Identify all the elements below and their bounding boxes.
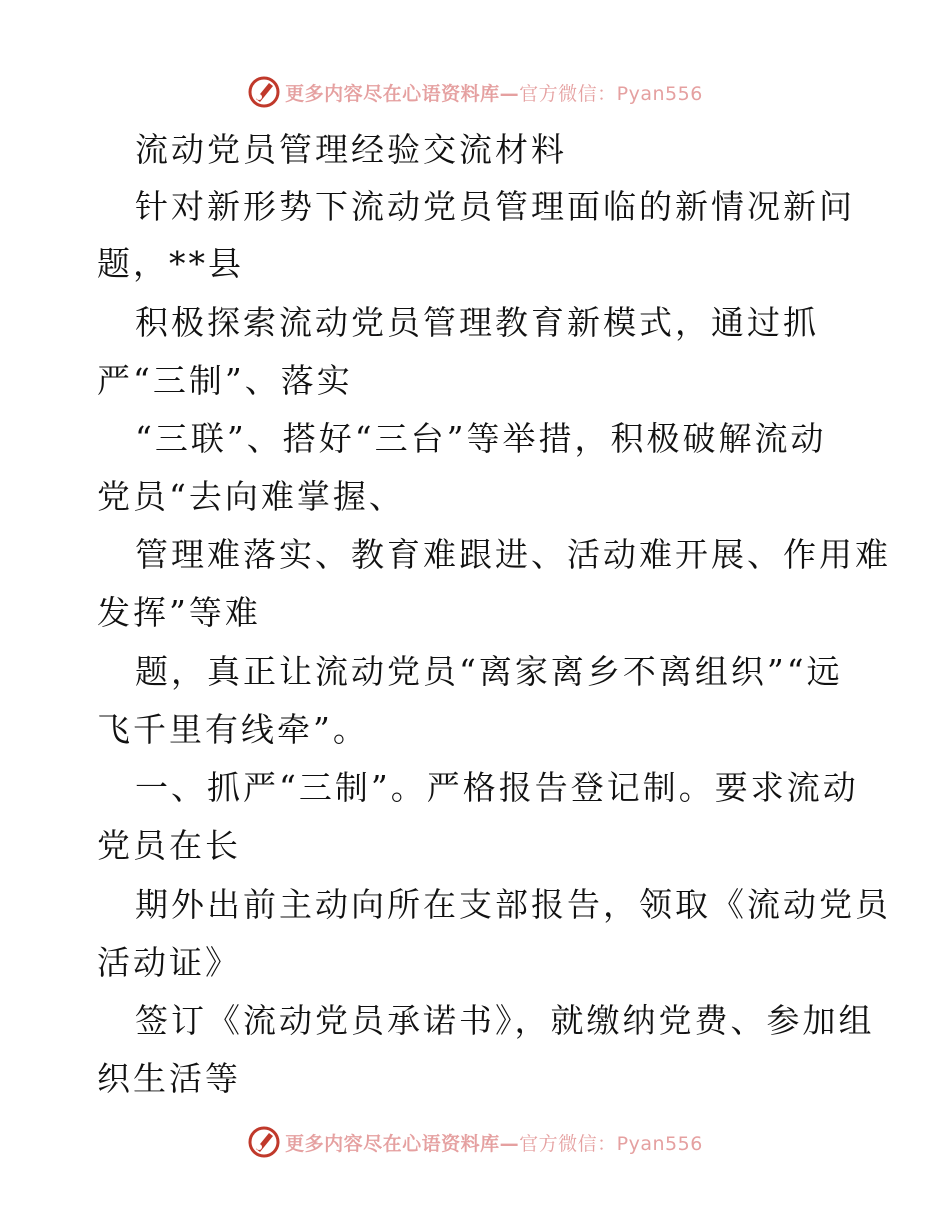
paragraph-line: 签订《流动党员承诺书》，就缴纳党费、参加组 — [135, 1001, 875, 1040]
paragraph-line: 期外出前主动向所在支部报告，领取《流动党员 — [135, 885, 891, 924]
paragraph-line: 党员在长 — [97, 826, 241, 865]
paragraph-line: “三联”、搭好“三台”等举措，积极破解流动 — [135, 419, 827, 458]
paragraph-line: 织生活等 — [97, 1059, 241, 1098]
paragraph-line: 针对新形势下流动党员管理面临的新情况新问 — [135, 187, 855, 226]
paragraph-line: 严“三制”、落实 — [97, 361, 353, 400]
paragraph-line: 活动证》 — [97, 943, 241, 982]
paragraph-line: 积极探索流动党员管理教育新模式，通过抓 — [135, 303, 819, 342]
doc-title: 流动党员管理经验交流材料 — [135, 130, 567, 169]
logo-icon — [247, 75, 281, 109]
logo-icon — [247, 1125, 281, 1159]
paragraph-line: 一、抓严“三制”。严格报告登记制。要求流动 — [135, 768, 859, 807]
footer-watermark — [0, 1122, 950, 1162]
paragraph-line: 管理难落实、教育难跟进、活动难开展、作用难 — [135, 535, 891, 574]
watermark-text: 更多内容尽在心语资料库—官方微信：Pyan556 — [285, 82, 703, 105]
paragraph-line: 发挥”等难 — [97, 593, 261, 632]
watermark-text: 更多内容尽在心语资料库—官方微信：Pyan556 — [285, 1132, 703, 1155]
paragraph-line: 飞千里有线牵”。 — [97, 710, 369, 749]
paragraph-line: 党员“去向难掌握、 — [97, 477, 405, 516]
paragraph-line: 题，真正让流动党员“离家离乡不离组织”“远 — [135, 652, 843, 691]
header-watermark — [0, 72, 950, 112]
paragraph-line: 题，**县 — [97, 244, 244, 283]
